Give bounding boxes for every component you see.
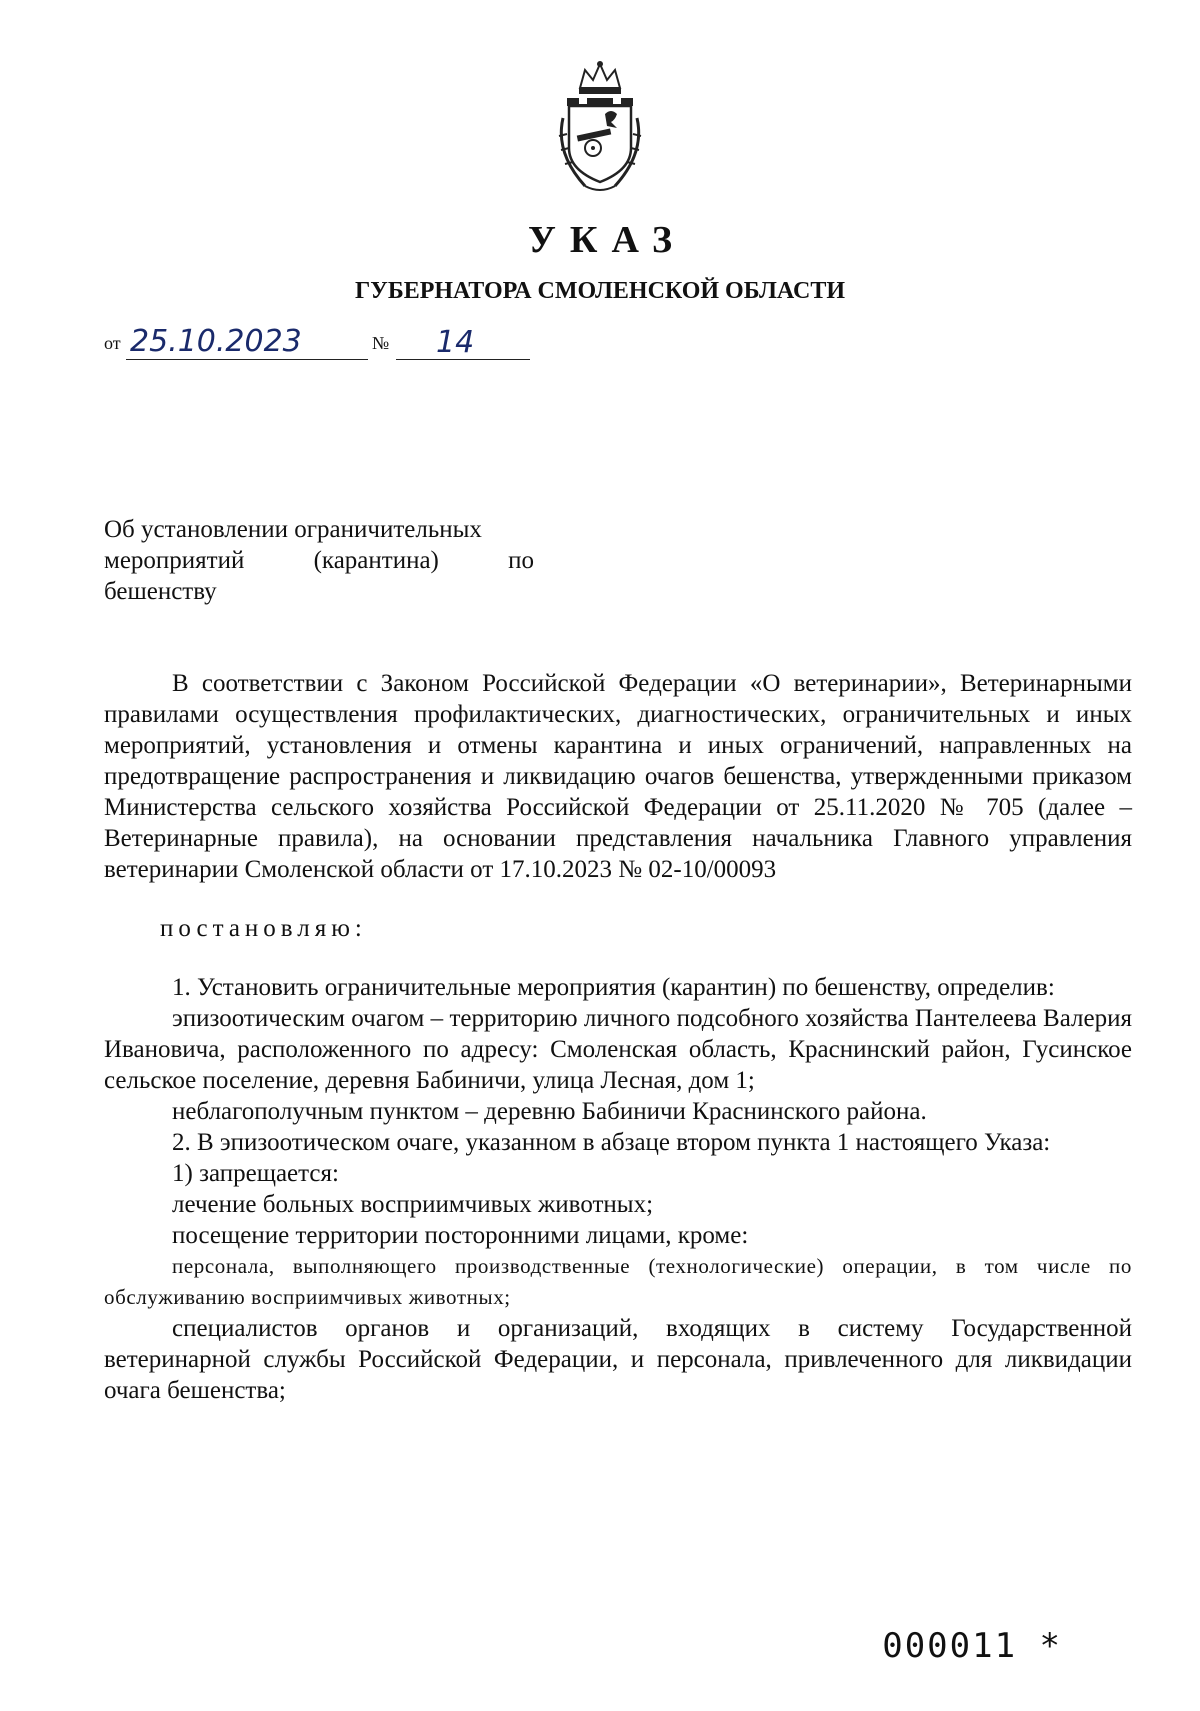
item-2-1: 1) запрещается: bbox=[172, 1160, 339, 1187]
preamble-paragraph: В соответствии с Законом Российской Федерации «О ветеринарии», Ветеринарными правилами осуществления профилактических, диагностических, ограничительных и иных мероприятий, установления и отмены карантина и иных ограничений, направленных на предотвращение распространения и ликвидацию очагов бешенства, утвержденными приказом Министерства сельского хозяйства Российской Федерации от 25.11.2020 № 705 (далее – Ветеринарные правила), на основании представления начальника Главного управления ветеринарии Смоленской области от 17.10.2023 № 02-10/00093 bbox=[104, 670, 1132, 883]
subject-line-1: Об установлении ограничительных bbox=[104, 516, 482, 543]
document-title: УКАЗ bbox=[528, 219, 686, 261]
item-2: 2. В эпизоотическом очаге, указанном в абзаце втором пункта 1 настоящего Указа: bbox=[172, 1129, 1051, 1156]
item-2-1-specialists: специалистов органов и организаций, входящих в систему Государственной ветеринарной службы Российской Федерации, и персонала, привлеченного для ликвидации очага бешенства; bbox=[104, 1315, 1132, 1404]
item-1-focus: эпизоотическим очагом – территорию личного подсобного хозяйства Пантелеева Валерия Ивановича, расположенного по адресу: Смоленская область, Краснинский район, Гусинское сельское поселение, деревня Бабиничи, улица Лесная, дом 1; bbox=[104, 1005, 1132, 1094]
serial-number: 000011 * bbox=[882, 1626, 1062, 1666]
number-field: 14 bbox=[396, 326, 530, 360]
item-1: 1. Установить ограничительные мероприятия (карантин) по бешенству, определив: bbox=[172, 974, 1055, 1001]
document-subtitle: ГУБЕРНАТОРА СМОЛЕНСКОЙ ОБЛАСТИ bbox=[354, 278, 846, 304]
item-2-1-visits: посещение территории посторонними лицами, кроме: bbox=[172, 1222, 749, 1249]
item-2-1-treatment: лечение больных восприимчивых животных; bbox=[172, 1191, 654, 1218]
item-1-point: неблагополучным пунктом – деревню Бабиничи Краснинского района. bbox=[172, 1098, 927, 1125]
decree-subject bbox=[104, 514, 534, 607]
item-2-1-staff: персонала, выполняющего производственные (технологические) операции, в том числе по обслуживанию восприимчивых животных; bbox=[104, 1254, 1132, 1309]
subject-line-2: мероприятий (карантина) по bbox=[104, 547, 534, 574]
decree-body bbox=[104, 668, 1132, 1406]
subject-line-3: бешенству bbox=[104, 578, 217, 605]
number-label: № bbox=[372, 333, 390, 353]
date-label: от bbox=[104, 333, 121, 353]
resolution-word: постановляю: bbox=[160, 915, 367, 942]
coat-of-arms-icon bbox=[545, 58, 655, 198]
date-field: 25.10.2023 bbox=[126, 325, 368, 360]
